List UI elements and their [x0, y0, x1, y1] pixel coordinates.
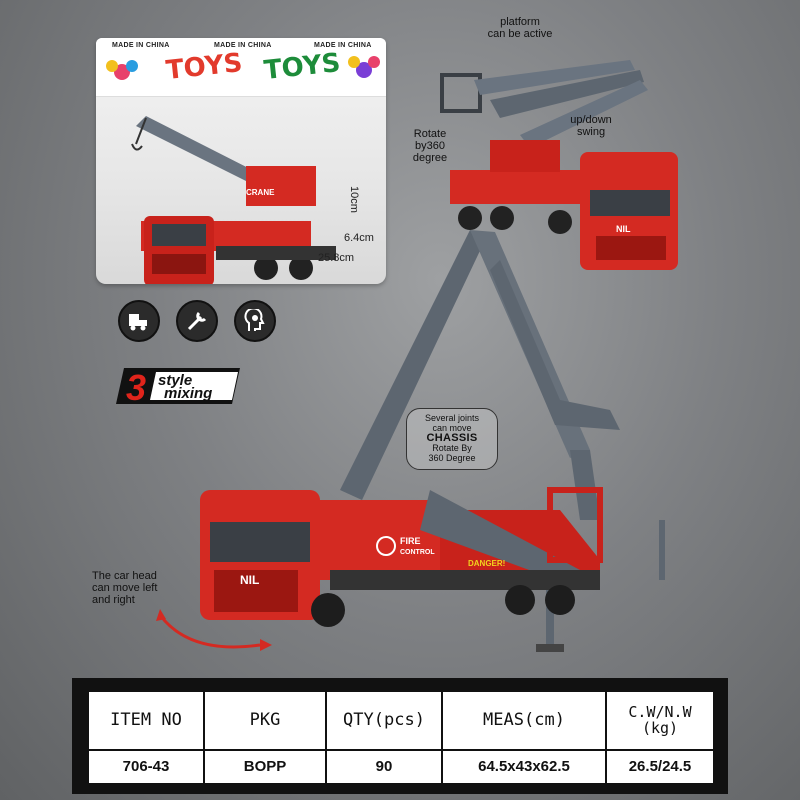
style-count: 3	[126, 367, 147, 406]
style-mixing-badge	[116, 364, 240, 406]
tool-feature-badge	[176, 300, 218, 342]
spec-header-row	[88, 691, 714, 750]
joints-line: Several joints	[424, 413, 480, 423]
style-label: style	[158, 372, 193, 389]
danger-label: DANGER!	[468, 559, 506, 568]
head-gears-icon	[243, 309, 267, 333]
intelligence-feature-badge	[234, 300, 276, 342]
rotate-arrows	[150, 605, 320, 665]
made-in-label: MADE IN CHINA	[112, 42, 170, 49]
spec-value-row	[88, 750, 714, 784]
header-weight: C.W/N.W (kg)	[606, 691, 714, 750]
brand-logo: TOYS	[164, 48, 244, 86]
nil-logo: NIL	[616, 224, 631, 234]
value-meas: 64.5x43x62.5	[442, 750, 606, 784]
value-pkg: BOPP	[204, 750, 326, 784]
header-qty: QTY(pcs)	[326, 691, 442, 750]
crane-label: CRANE	[246, 188, 275, 197]
value-item-no: 706-43	[88, 750, 204, 784]
chassis-rotate-line: 360 Degree	[428, 453, 476, 463]
made-in-label: MADE IN CHINA	[214, 42, 272, 49]
mixing-label: mixing	[164, 385, 213, 402]
header-item-no: ITEM NO	[88, 691, 204, 750]
forklift-feature-badge	[118, 300, 160, 342]
height-dimension: 10cm	[348, 186, 360, 213]
chassis-rotate-line: Rotate By	[432, 443, 472, 453]
value-weight: 26.5/24.5	[606, 750, 714, 784]
chassis-title: CHASSIS	[426, 432, 478, 444]
truck-forklift-icon	[127, 310, 151, 332]
made-in-label: MADE IN CHINA	[314, 42, 372, 49]
flower-icon	[346, 50, 382, 90]
rotate-callout: Rotate by360 degree	[412, 128, 448, 164]
brand-logo: TOYS	[262, 48, 342, 86]
nil-logo: NIL	[240, 573, 260, 587]
header-meas: MEAS(cm)	[442, 691, 606, 750]
width-dimension: 6.4cm	[344, 232, 374, 244]
length-dimension: 25.8cm	[318, 252, 355, 264]
chassis-callout	[406, 408, 498, 470]
fire-label: FIRE	[400, 536, 421, 546]
car-head-callout: The car head can move left and right	[92, 570, 158, 606]
flower-icon	[102, 52, 142, 92]
platform-callout: platform can be active	[487, 16, 553, 40]
control-label: CONTROL	[400, 549, 435, 556]
joints-line: can move	[432, 423, 472, 433]
value-qty: 90	[326, 750, 442, 784]
wrench-hand-icon	[185, 309, 209, 333]
spec-table	[87, 690, 715, 785]
updown-callout: up/down swing	[570, 114, 612, 138]
package-header	[96, 38, 386, 97]
header-pkg: PKG	[204, 691, 326, 750]
